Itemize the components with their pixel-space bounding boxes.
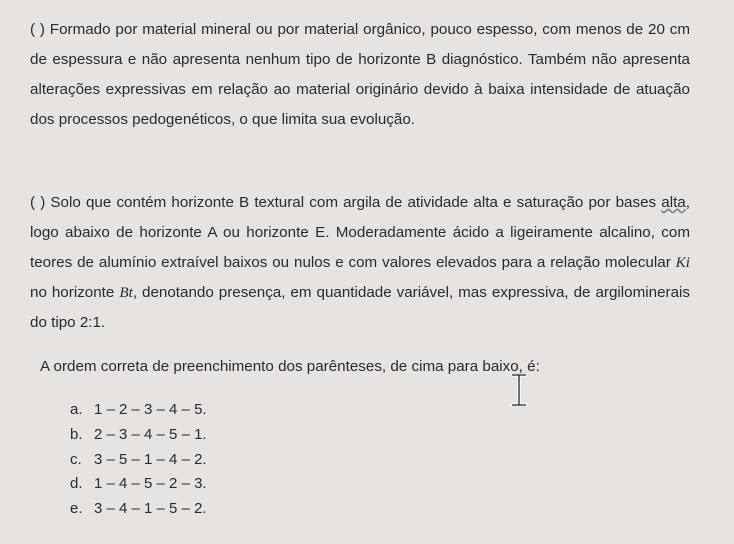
- spellcheck-underlined-word: alta: [661, 194, 686, 211]
- answer-options: [70, 398, 207, 522]
- option-text: 1 – 4 – 5 – 2 – 3.: [94, 475, 207, 493]
- bt-term: Bt: [119, 284, 133, 301]
- option-letter: d.: [70, 475, 83, 493]
- option-letter: e.: [70, 500, 83, 518]
- option-text: 1 – 2 – 3 – 4 – 5.: [94, 401, 207, 418]
- statement-paragraph-1: ( ) Formado por material mineral ou por material orgânico, pouco espesso, com menos de 20 cm de espessura e não apresenta nenhum tipo de horizonte B diagnóstico. Também não apresenta alterações expressivas em relação ao material originário devido à baixa intensidade de atuação dos processos pedogenéticos, o que limita sua evolução.: [30, 21, 690, 128]
- option-letter: b.: [70, 425, 83, 443]
- statement-2-text-before: ( ) Solo que contém horizonte B textural com argila de atividade alta e saturação por bases: [30, 194, 662, 211]
- option-e[interactable]: [70, 497, 207, 522]
- option-b[interactable]: [70, 423, 207, 448]
- option-text: 3 – 4 – 1 – 5 – 2.: [94, 500, 207, 518]
- statement-2-text-mid: , logo abaixo de horizonte A ou horizonte E. Moderadamente ácido a ligeiramente alcalino, com teores de alumínio extraível baixos ou nulos e com valores elevados para a relação molecular: [30, 194, 690, 271]
- ki-term: Ki: [675, 254, 690, 271]
- option-d[interactable]: [70, 472, 207, 497]
- option-text: 3 – 5 – 1 – 4 – 2.: [94, 450, 207, 468]
- statement-2-text-after: , denotando presença, em quantidade variável, mas expressiva, de argilominerais do tipo 2:1.: [30, 284, 690, 331]
- option-letter: c.: [70, 450, 82, 468]
- option-text: 2 – 3 – 4 – 5 – 1.: [94, 425, 207, 443]
- question-prompt: A ordem correta de preenchimento dos parênteses, de cima para baixo, é:: [40, 358, 540, 375]
- option-a[interactable]: [70, 398, 207, 423]
- statement-2-text-mid2: no horizonte: [30, 284, 120, 301]
- text-cursor-icon: [511, 374, 527, 406]
- option-letter: a.: [70, 401, 83, 418]
- statement-paragraph-2: [30, 188, 690, 338]
- option-c[interactable]: [70, 448, 207, 473]
